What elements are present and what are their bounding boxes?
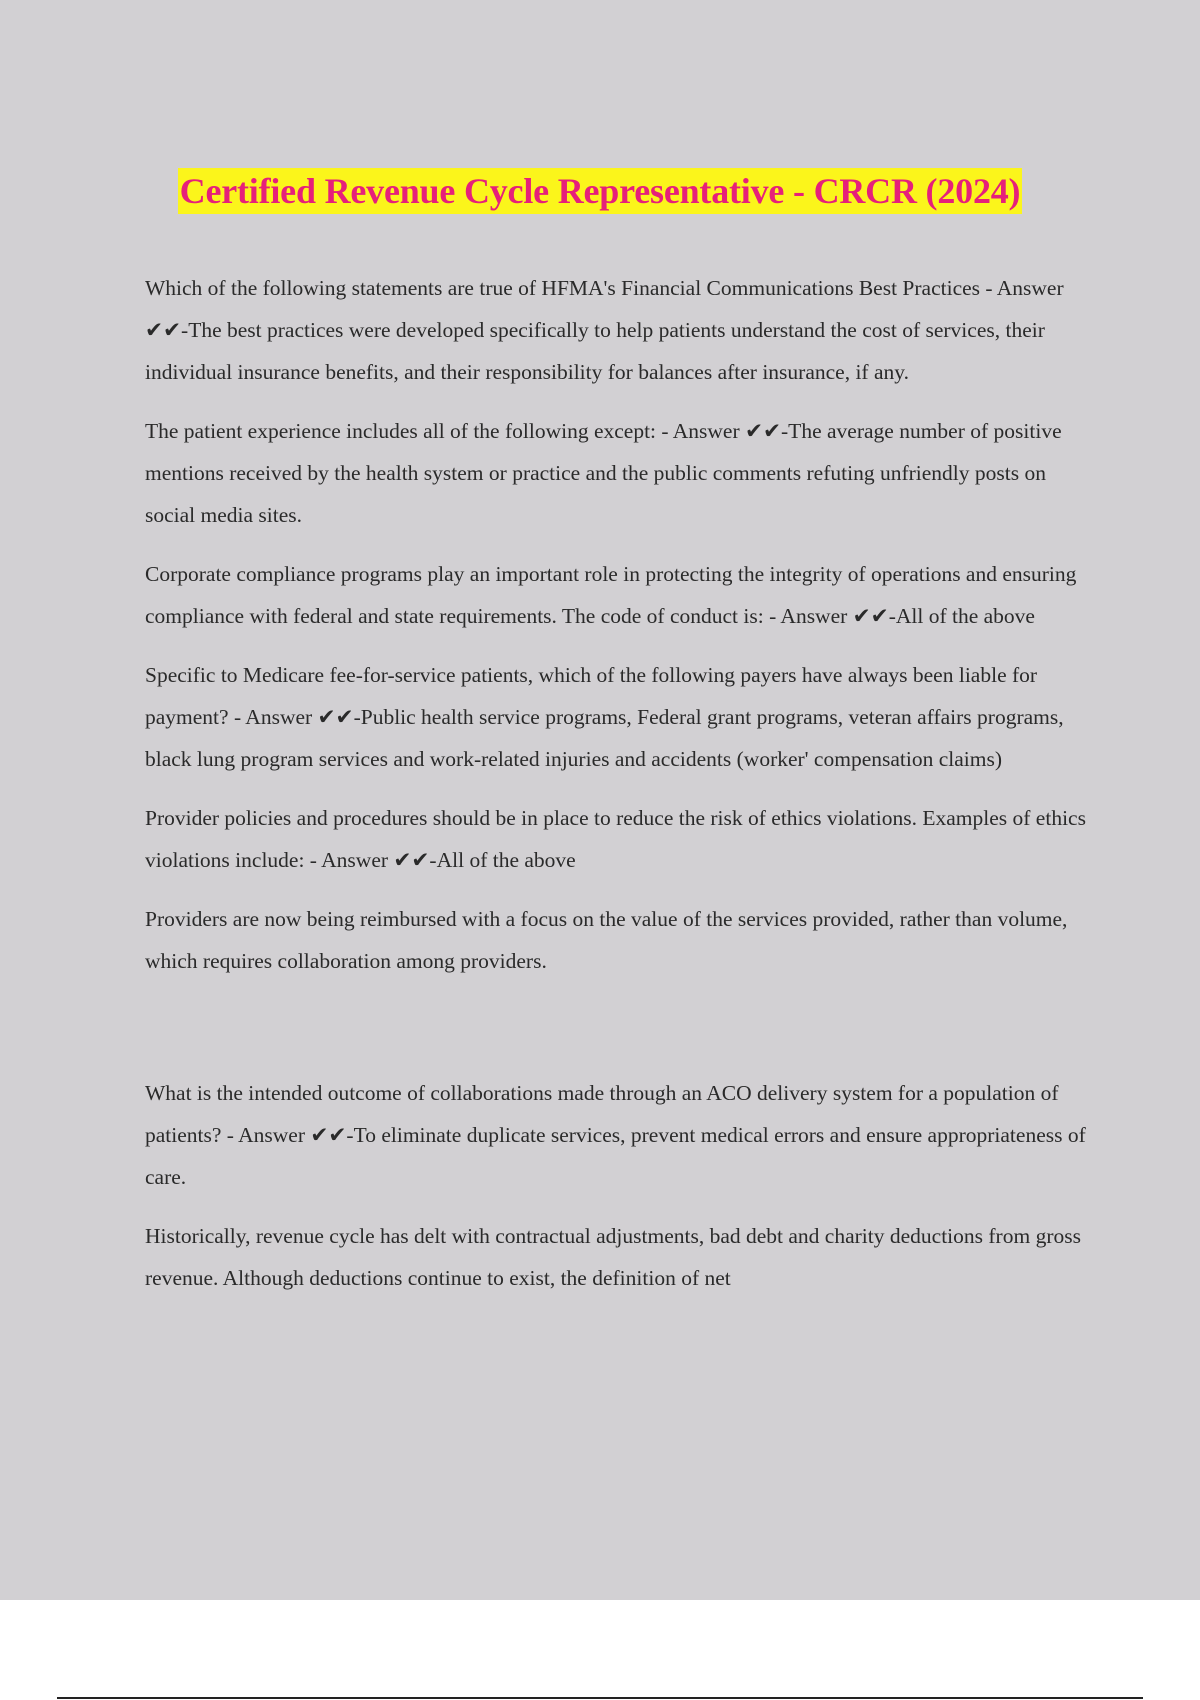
question-answer-4: Specific to Medicare fee-for-service patients, which of the following payers have always been liable for payment? - Answer ✔✔-Public health service programs, Federal grant programs, veteran affairs programs, black lung program services and work-related injuries and accidents (worker' compensation claims)	[145, 663, 1064, 771]
document-title: Certified Revenue Cycle Representative - CRCR (2024)	[178, 168, 1023, 214]
document-body	[145, 267, 1095, 1316]
question-answer-1: Which of the following statements are true of HFMA's Financial Communications Best Practices - Answer ✔✔-The best practices were developed specifically to help patients understand the cost of services, their individual insurance benefits, and their responsibility for balances after insurance, if any.	[145, 276, 1064, 384]
question-answer-3: Corporate compliance programs play an important role in protecting the integrity of operations and ensuring compliance with federal and state requirements. The code of conduct is: - Answer ✔✔-All of the above	[145, 562, 1077, 628]
statement-paragraph: Providers are now being reimbursed with a focus on the value of the services provided, rather than volume, which requires collaboration among providers.	[145, 907, 1068, 973]
question-answer-2: The patient experience includes all of the following except: - Answer ✔✔-The average number of positive mentions received by the health system or practice and the public comments refuting unfriendly posts on social media sites.	[145, 419, 1062, 527]
question-answer-6: What is the intended outcome of collaborations made through an ACO delivery system for a population of patients? - Answer ✔✔-To eliminate duplicate services, prevent medical errors and ensure appropriateness of care.	[145, 1081, 1086, 1189]
question-answer-5: Provider policies and procedures should be in place to reduce the risk of ethics violations. Examples of ethics violations include: - Answer ✔✔-All of the above	[145, 806, 1086, 872]
footer-divider	[57, 1697, 1143, 1699]
title-container	[0, 168, 1200, 214]
question-answer-7: Historically, revenue cycle has delt with contractual adjustments, bad debt and charity deductions from gross revenue. Although deductions continue to exist, the definition of net	[145, 1224, 1081, 1290]
